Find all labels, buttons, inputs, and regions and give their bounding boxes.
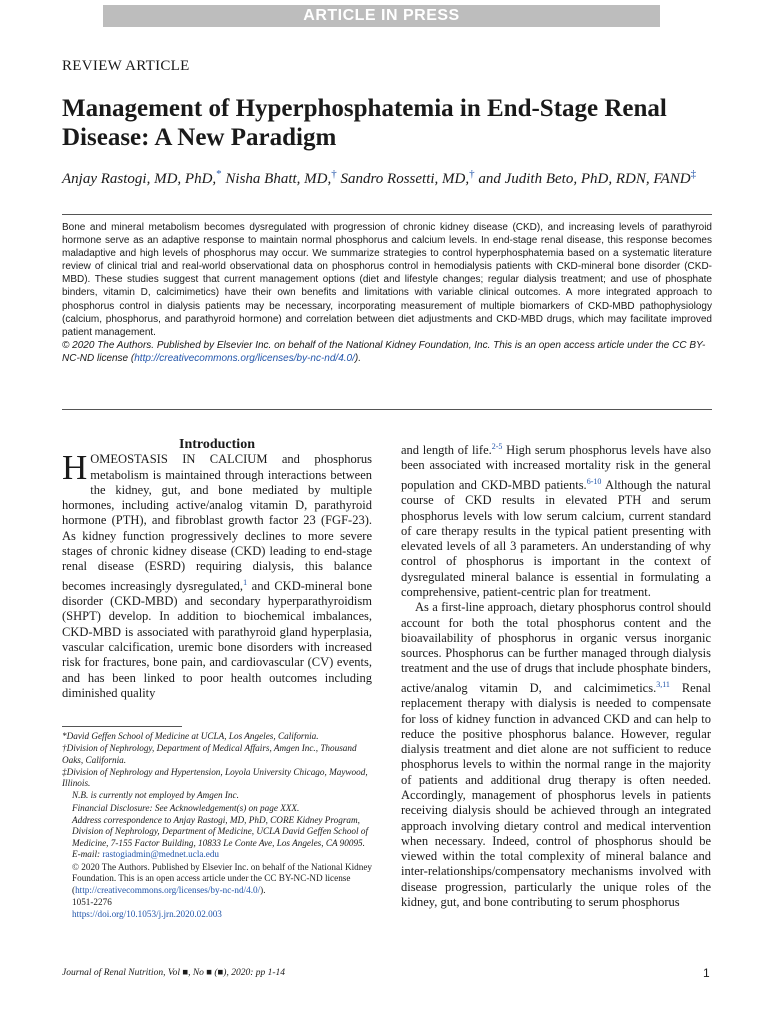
financial-disclosure: Financial Disclosure: See Acknowledgement(s) on page XXX.: [72, 802, 300, 813]
citation-link[interactable]: 6-10: [586, 476, 602, 486]
right-column: [401, 439, 711, 910]
license-link[interactable]: http://creativecommons.org/licenses/by-nc-nd/4.0/: [75, 884, 261, 895]
body-paragraph: and length of life.$^{2-5}$ High serum phosphorus levels have also been associated with increased mortality risk in the general population and CKD-MBD patients.$^{6-10}$ Although the natural course of CKD results in elevated PTH and serum phosphorus levels with low serum calcium, current standard of care therapy results in the typical patient presenting with elevated levels of all 3 parameters. An understanding of why control of phosphorus is important in the context of dysregulated mineral balance is essential in formulating a comprehensive, patient-centric plan for treatment.: [401, 442, 711, 599]
affiliation-mark[interactable]: †: [331, 168, 337, 180]
abstract-copyright: © 2020 The Authors. Published by Elsevier Inc. on behalf of the National Kidney Foundation, Inc. This is an open access article under the CC BY-NC-ND license (http://creativecommons.org/licenses/by-nc-nd/4.0/).: [62, 339, 706, 364]
affiliation-footnote: †Division of Nephrology, Department of Medical Affairs, Amgen Inc., Thousand Oaks, California.: [62, 743, 357, 765]
abstract-top-rule: [62, 214, 712, 215]
citation-link[interactable]: 1: [243, 577, 248, 587]
affiliation-mark[interactable]: †: [469, 168, 475, 180]
citation-link[interactable]: 2-5: [491, 442, 503, 451]
email-link[interactable]: rastogiadmin@mednet.ucla.edu: [102, 849, 220, 860]
footnotes: [62, 731, 372, 921]
footnote-rule: [62, 726, 182, 727]
affiliation-footnote: *David Geffen School of Medicine at UCLA, Los Angeles, California.: [62, 731, 319, 741]
author-name[interactable]: and Judith Beto, PhD, RDN, FAND: [474, 171, 691, 187]
affiliation-mark[interactable]: *: [216, 168, 222, 180]
body-paragraph: HOMEOSTASIS IN CALCIUM and phosphorus metabolism is maintained through interactions between the kidney, gut, and bone mediated by multiple hormones, including active/analog vitamin D, parathyroid hormone (PTH), and fibroblast growth factor 23 (FGF-23). As kidney function progressively declines to more severe stages of chronic kidney disease (CKD) leading to end-stage renal disease (ESRD) requiring dialysis, this balance becomes increasingly dysregulated,$^1$ and CKD-mineral bone disorder (CKD-MBD) and secondary hyperparathyroidism (SHPT) develop. In addition to biochemical imbalances, CKD-MBD is associated with parathyroid gland hyperplasia, vascular calcification, uremic bone disorders with increased risk for fractures, bone pain, and cardiovascular (CV) events, and has been linked to poor health outcomes including diminished quality: [62, 448, 372, 700]
issn: 1051-2276: [72, 896, 112, 907]
article-title: Management of Hyperphosphatemia in End-Stage Renal Disease: A New Paradigm: [62, 95, 667, 151]
author-list: [62, 164, 722, 190]
license-link[interactable]: http://creativecommons.org/licenses/by-nc-nd/4.0/: [134, 352, 355, 364]
drop-cap: H: [62, 448, 88, 488]
doi-link[interactable]: https://doi.org/10.1053/j.jrn.2020.02.003: [72, 908, 222, 919]
abstract-text: Bone and mineral metabolism becomes dysregulated with progression of chronic kidney disease (CKD), and increasing levels of parathyroid hormone serve as an adaptive response to maintain normal phosphorus and calcium levels. In end-stage renal disease, this response becomes maladaptive and high levels of phosphorus may occur. We summarize strategies to control hyperphosphatemia based on a systematic literature review of clinical trial and real-world observational data on phosphorus control in hemodialysis patients with CKD-mineral bone disorder (CKD-MBD). These studies suggest that current management options (diet and lifestyle changes; regular dialysis treatment; and use of phosphate binders, vitamin D, calcimimetics) have their own benefits and limitations with variable clinical outcomes. A more integrated approach to phosphorus control in dialysis patients may be necessary, incorporating measurement of multiple biomarkers of CKD-MBD pathophysiology (calcium, phosphorus, and parathyroid hormone) and correlation between diet adjustments and CKD-MBD drugs, which may facilitate improved patient management.: [62, 222, 712, 338]
affiliation-footnote: ‡Division of Nephrology and Hypertension, Loyola University Chicago, Maywood, Illinois.: [62, 766, 368, 789]
employment-note: N.B. is currently not employed by Amgen Inc.: [72, 790, 239, 801]
correspondence-note: Address correspondence to Anjay Rastogi, MD, PhD, CORE Kidney Program, Division of Nephrology, Department of Medicine, UCLA David Geffen School of Medicine, 7-155 Factor Building, 10833 Le Conte Ave, Los Angeles, CA 90095. E-mail: rastogiadmin@mednet.ucla.edu: [72, 814, 368, 860]
abstract-bottom-rule: [62, 409, 712, 410]
section-heading: Introduction: [179, 437, 255, 452]
author-name[interactable]: Nisha Bhatt, MD,: [221, 171, 332, 187]
affiliation-mark[interactable]: ‡: [690, 168, 697, 180]
page-number: 1: [703, 966, 710, 980]
abstract: [62, 221, 712, 365]
citation-link[interactable]: 3,11: [656, 679, 670, 689]
article-type: REVIEW ARTICLE: [62, 58, 190, 74]
article-in-press-banner: ARTICLE IN PRESS: [103, 5, 660, 27]
author-name[interactable]: Sandro Rossetti, MD,: [336, 171, 470, 187]
journal-citation: Journal of Renal Nutrition, Vol ■, No ■ (■), 2020: pp 1-14: [62, 968, 286, 978]
copyright-note: © 2020 The Authors. Published by Elsevier Inc. on behalf of the National Kidney Foundation. This is an open access article under the CC BY-NC-ND license (http://creativecommons.org/licenses/by-nc-nd/4.0/).: [72, 861, 372, 895]
left-column: [62, 437, 372, 701]
body-paragraph: As a first-line approach, dietary phosphorus control should account for both the total phosphorus content and the bioavailability of phosphorus in organic versus inorganic sources. Phosphorus can be further managed through dialysis treatment and the use of drugs that include phosphate binders, active/analog vitamin D, and calcimimetics.$^{3,11}$ Renal replacement therapy with dialysis is needed to compensate for loss of kidney function in advanced CKD and can help to reduce the positive phosphorus balance. However, regular dialysis treatment and diet alone are not sufficient to reduce phosphorus levels to within the normal range in the majority of patients and additional drug therapy is often needed. Accordingly, management of phosphorus levels in patients receiving dialysis should be achieved through an integrated approach involving dietary control and medical intervention when necessary. Indeed, control of phosphorus should be viewed within the total complexity of mineral balance and inter-relationships/compensatory mechanisms involved with disease progression, particularly the unique roles of the kidney, gut, and bone contributing to serum phosphorus: [401, 600, 711, 910]
author-name[interactable]: Anjay Rastogi, MD, PhD,: [62, 171, 217, 187]
